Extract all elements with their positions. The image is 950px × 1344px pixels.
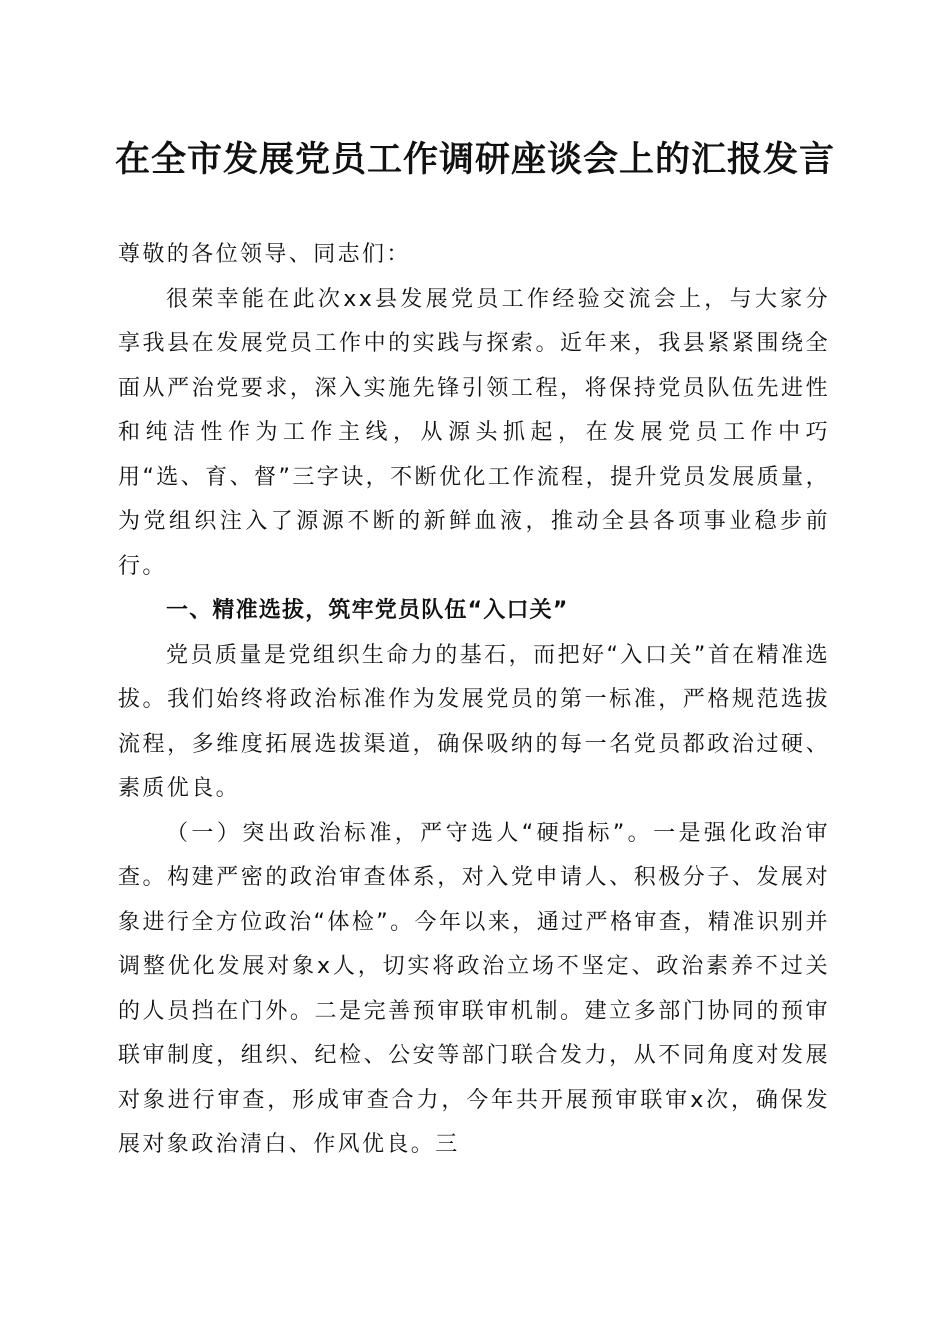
document-title: 在全市发展党员工作调研座谈会上的汇报发言 [114, 139, 835, 180]
paragraph-section1-sub1: （一）突出政治标准，严守选人“硬指标”。一是强化政治审查。构建严密的政治审查体系，对入党申请人、积极分子、发展对象进行全方位政治“体检”。今年以来，通过严格审查，精准识别并调整优化发展对象x人，切实将政治立场不坚定、政治素养不过关的人员挡在门外。二是完善预审联审机制。建立多部门协同的预审联审制度，组织、纪检、公安等部门联合发力，从不同角度对发展对象进行审查，形成审查合力，今年共开展预审联审x次，确保发展对象政治清白、作风优良。三 [118, 820, 830, 1157]
paragraph-intro: 很荣幸能在此次xx县发展党员工作经验交流会上，与大家分享我县在发展党员工作中的实践与探索。近年来，我县紧紧围绕全面从严治党要求，深入实施先锋引领工程，将保持党员队伍先进性和纯洁性作为工作主线，从源头抓起，在发展党员工作中巧用“选、育、督”三字诀，不断优化工作流程，提升党员发展质量，为党组织注入了源源不断的新鲜血液，推动全县各项事业稳步前行。 [118, 286, 830, 579]
salutation: 尊敬的各位领导、同志们： [118, 242, 411, 267]
section-heading-1: 一、精准选拔，筑牢党员队伍“入口关” [166, 598, 569, 623]
paragraph-section1-intro: 党员质量是党组织生命力的基石，而把好“入口关”首在精准选拔。我们始终将政治标准作为发展党员的第一标准，严格规范选拔流程，多维度拓展选拔渠道，确保吸纳的每一名党员都政治过硬、素质优良。 [118, 642, 830, 801]
document-body [118, 233, 830, 1168]
